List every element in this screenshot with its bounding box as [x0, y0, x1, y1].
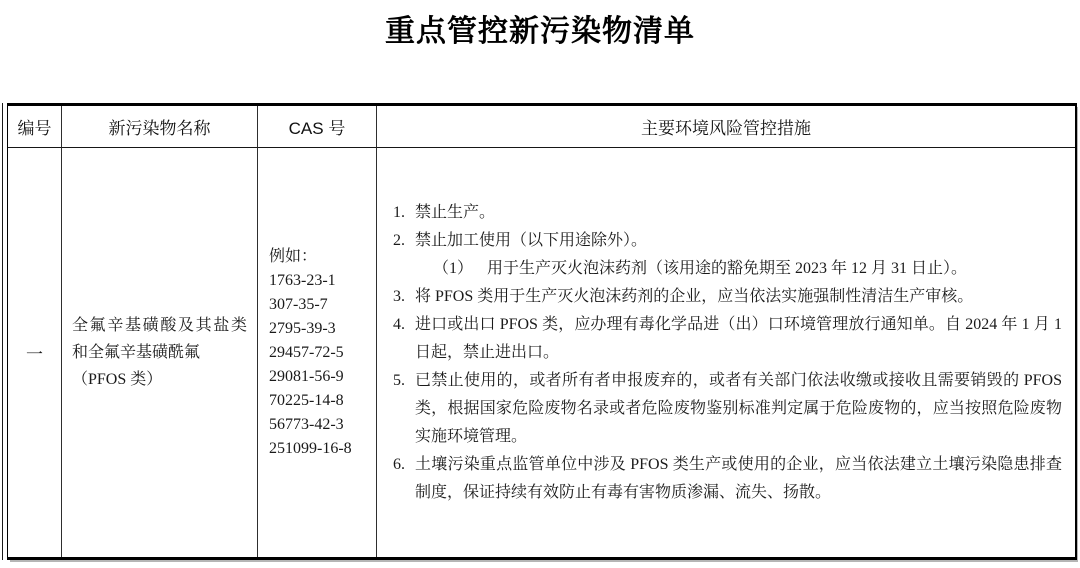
header-cell-measures: 主要环境风险管控措施: [377, 106, 1075, 148]
measures-cell: [377, 148, 1075, 557]
measure-text: 土壤污染重点监管单位中涉及 PFOS 类生产或使用的企业，应当依法建立土壤污染隐患排查制度，保证持续有效防止有毒有害物质渗漏、流失、扬散。: [415, 455, 1062, 501]
header-cell-pollutant-name: 新污染物名称: [62, 106, 258, 148]
cas-number: 2795-39-3: [269, 319, 336, 337]
cas-number: 70225-14-8: [269, 391, 344, 409]
row-index-cell: [8, 148, 62, 557]
row-index: 一: [26, 345, 43, 364]
pollutant-name-line: 全氟辛基磺酸及其盐类: [72, 317, 247, 334]
measure-text: 禁止生产。: [415, 203, 496, 221]
measure-number: 4.: [393, 315, 405, 333]
measure-item: [393, 283, 1062, 311]
cas-cell: [258, 148, 377, 557]
measure-item: [393, 367, 1062, 451]
pollutant-table: [7, 103, 1077, 560]
cas-number: 29081-56-9: [269, 367, 344, 385]
pollutant-name-line: （PFOS 类）: [72, 371, 163, 388]
cas-number: 29457-72-5: [269, 343, 344, 361]
measure-text: 已禁止使用的，或者所有者申报废弃的，或者有关部门依法收缴或接收且需要销毁的 PFOS 类，根据国家危险废物名录或者危险废物鉴别标准判定属于危险废物的，应当按照危险废物实施环境管理。: [415, 371, 1062, 445]
cas-example-label: 例如：: [269, 247, 318, 265]
measure-item: [393, 227, 1062, 255]
header-cell-cas: CAS 号: [258, 106, 377, 148]
measure-text: 进口或出口 PFOS 类，应办理有毒化学品进（出）口环境管理放行通知单。自 2024 年 1 月 1 日起，禁止进出口。: [415, 315, 1062, 361]
cas-number: 56773-42-3: [269, 415, 344, 433]
measure-number: 5.: [393, 371, 405, 389]
measure-text: 将 PFOS 类用于生产灭火泡沫药剂的企业，应当依法实施强制性清洁生产审核。: [415, 287, 974, 305]
page-title: 重点管控新污染物清单: [385, 15, 695, 48]
measure-item: [393, 199, 1062, 227]
measure-item: [393, 311, 1062, 367]
pollutant-name-cell: [62, 148, 258, 557]
cas-number: 251099-16-8: [269, 439, 352, 457]
cas-number: 1763-23-1: [269, 271, 336, 289]
cas-number: 307-35-7: [269, 295, 328, 313]
table-grid: [8, 106, 1075, 557]
measure-sub-text: 用于生产灭火泡沫药剂（该用途的豁免期至 2023 年 12 月 31 日止）。: [487, 259, 968, 277]
header-cell-number: 编号: [8, 106, 62, 148]
measure-sub-item: [433, 255, 967, 283]
measure-number: 6.: [393, 455, 405, 473]
measure-number: 2.: [393, 231, 405, 249]
measure-number: 3.: [393, 287, 405, 305]
pollutant-name-line: 和全氟辛基磺酰氟: [72, 344, 201, 361]
measure-text: 禁止加工使用（以下用途除外）。: [415, 231, 648, 249]
measure-number: 1.: [393, 203, 405, 221]
measure-item: [393, 451, 1062, 507]
measure-sub-number: （1）: [433, 259, 474, 277]
